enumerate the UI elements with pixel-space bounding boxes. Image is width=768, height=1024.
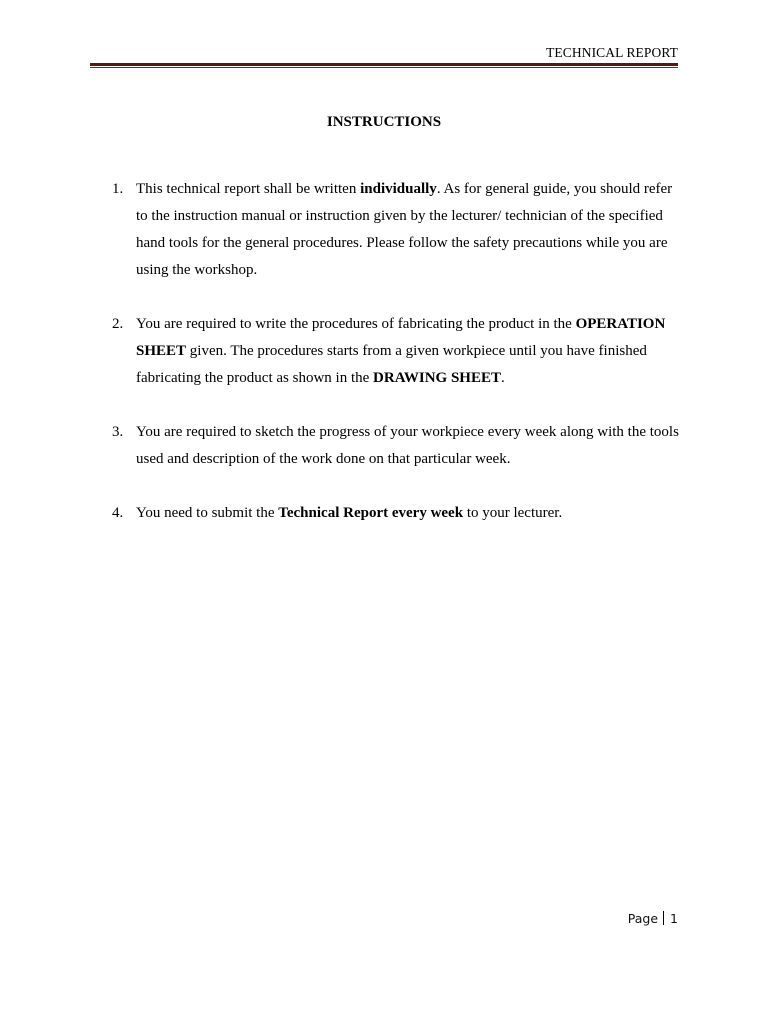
list-item-number: 4.: [112, 505, 124, 521]
list-item-text: [136, 505, 562, 521]
bold-text: DRAWING SHEET: [373, 370, 501, 386]
text-run: . As for general guide, you should refer to the instruction manual or instruction given by the lecturer/ technician of the specified hand tools for the general procedures. Please follow the safety precautions while you are using the workshop.: [136, 181, 673, 278]
list-item: [112, 311, 682, 392]
bold-text: OPERATION SHEET: [136, 316, 666, 359]
text-run: You need to submit the: [136, 505, 279, 521]
header-title: TECHNICAL REPORT: [546, 45, 678, 60]
bold-text: individually: [360, 181, 437, 197]
list-item-number: 2.: [112, 316, 124, 332]
list-item: [112, 419, 682, 473]
list-item-text: [136, 181, 672, 278]
list-item-text: [136, 424, 679, 467]
list-item-number: 1.: [112, 181, 124, 197]
document-title: INSTRUCTIONS: [326, 114, 442, 130]
text-run: You are required to write the procedures of fabricating the product in the: [136, 316, 576, 332]
list-item: [112, 176, 682, 284]
header-rule-thick: [90, 63, 678, 66]
text-run: .: [500, 370, 505, 386]
list-item: [112, 500, 682, 527]
text-run: You are required to sketch the progress of your workpiece every week along with the tools used and description of the work done on that particular week.: [136, 424, 679, 467]
page-label: Page: [627, 911, 659, 926]
list-item-text: [136, 316, 665, 386]
page-number: 1: [670, 911, 678, 926]
page-footer: [628, 911, 678, 926]
header-rule-thin: [90, 67, 678, 68]
text-run: given. The procedures starts from a given workpiece until you have finished fabricating the product as shown in the: [136, 343, 647, 386]
list-item-number: 3.: [112, 424, 124, 440]
page-separator: [663, 911, 664, 925]
bold-text: Technical Report every week: [278, 505, 464, 521]
instructions-list: [112, 176, 682, 554]
text-run: This technical report shall be written: [136, 181, 361, 197]
text-run: to your lecturer.: [463, 505, 563, 521]
